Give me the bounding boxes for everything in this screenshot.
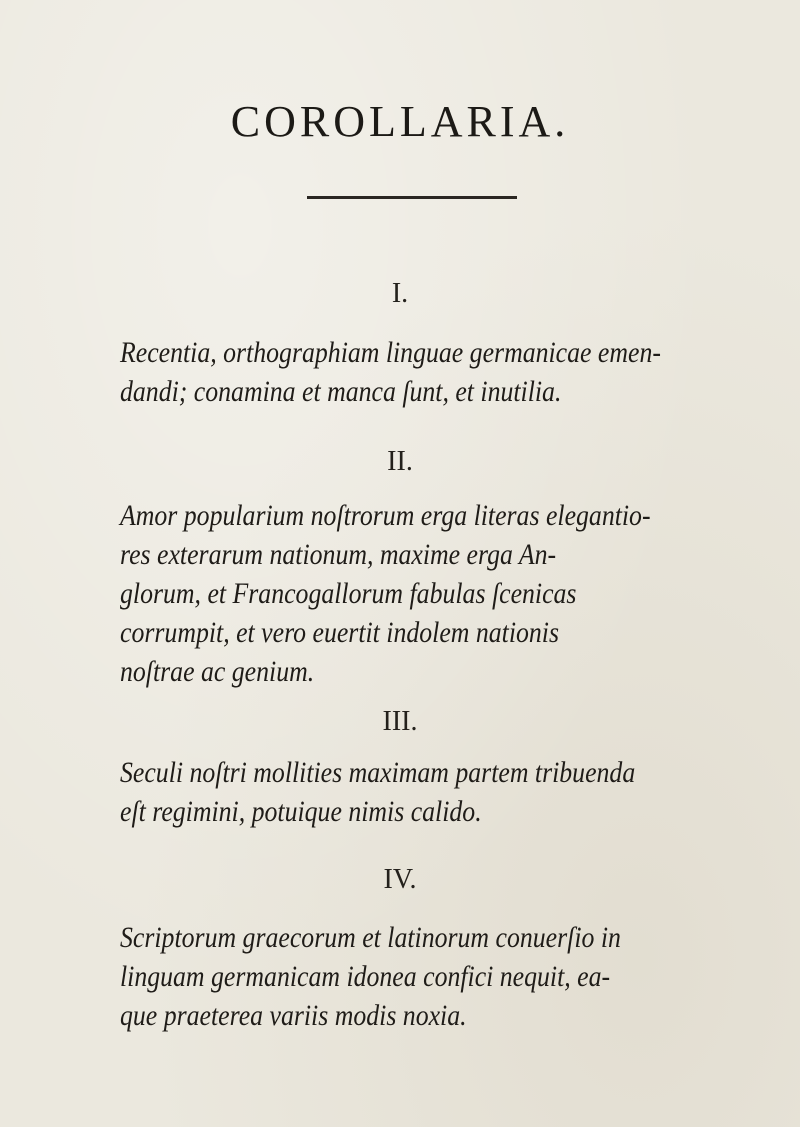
- text-line: Amor popularium noſtrorum erga literas elegantio-: [120, 499, 651, 532]
- page-title: COROLLARIA.: [230, 97, 570, 146]
- section-text-3: [120, 753, 710, 831]
- text-line: Recentia, orthographiam linguae germanicae emen-: [120, 336, 661, 369]
- text-line: corrumpit, et vero euertit indolem nationis: [120, 616, 560, 649]
- section-numeral-3: III.: [382, 706, 418, 737]
- text-line: glorum, et Francogallorum fabulas ſcenicas: [120, 577, 577, 610]
- text-line: Scriptorum graecorum et latinorum conuerſio in: [120, 921, 621, 954]
- text-line: eſt regimini, potuique nimis calido.: [120, 795, 482, 828]
- text-line: Seculi noſtri mollities maximam partem tribuenda: [120, 756, 636, 789]
- section-text-4: [120, 918, 710, 1035]
- section-text-2: [120, 496, 710, 691]
- title-rule: [307, 196, 517, 199]
- section-numeral-2: II.: [387, 446, 413, 477]
- section-numeral-4: IV.: [383, 864, 417, 895]
- text-line: res exterarum nationum, maxime erga An-: [120, 538, 557, 571]
- text-line: dandi; conamina et manca ſunt, et inutilia.: [120, 375, 562, 408]
- text-line: noſtrae ac genium.: [120, 655, 315, 688]
- section-numeral-1: I.: [391, 278, 409, 309]
- text-line: que praeterea variis modis noxia.: [120, 999, 467, 1032]
- section-text-1: [120, 333, 710, 411]
- text-line: linguam germanicam idonea confici nequit, ea-: [120, 960, 611, 993]
